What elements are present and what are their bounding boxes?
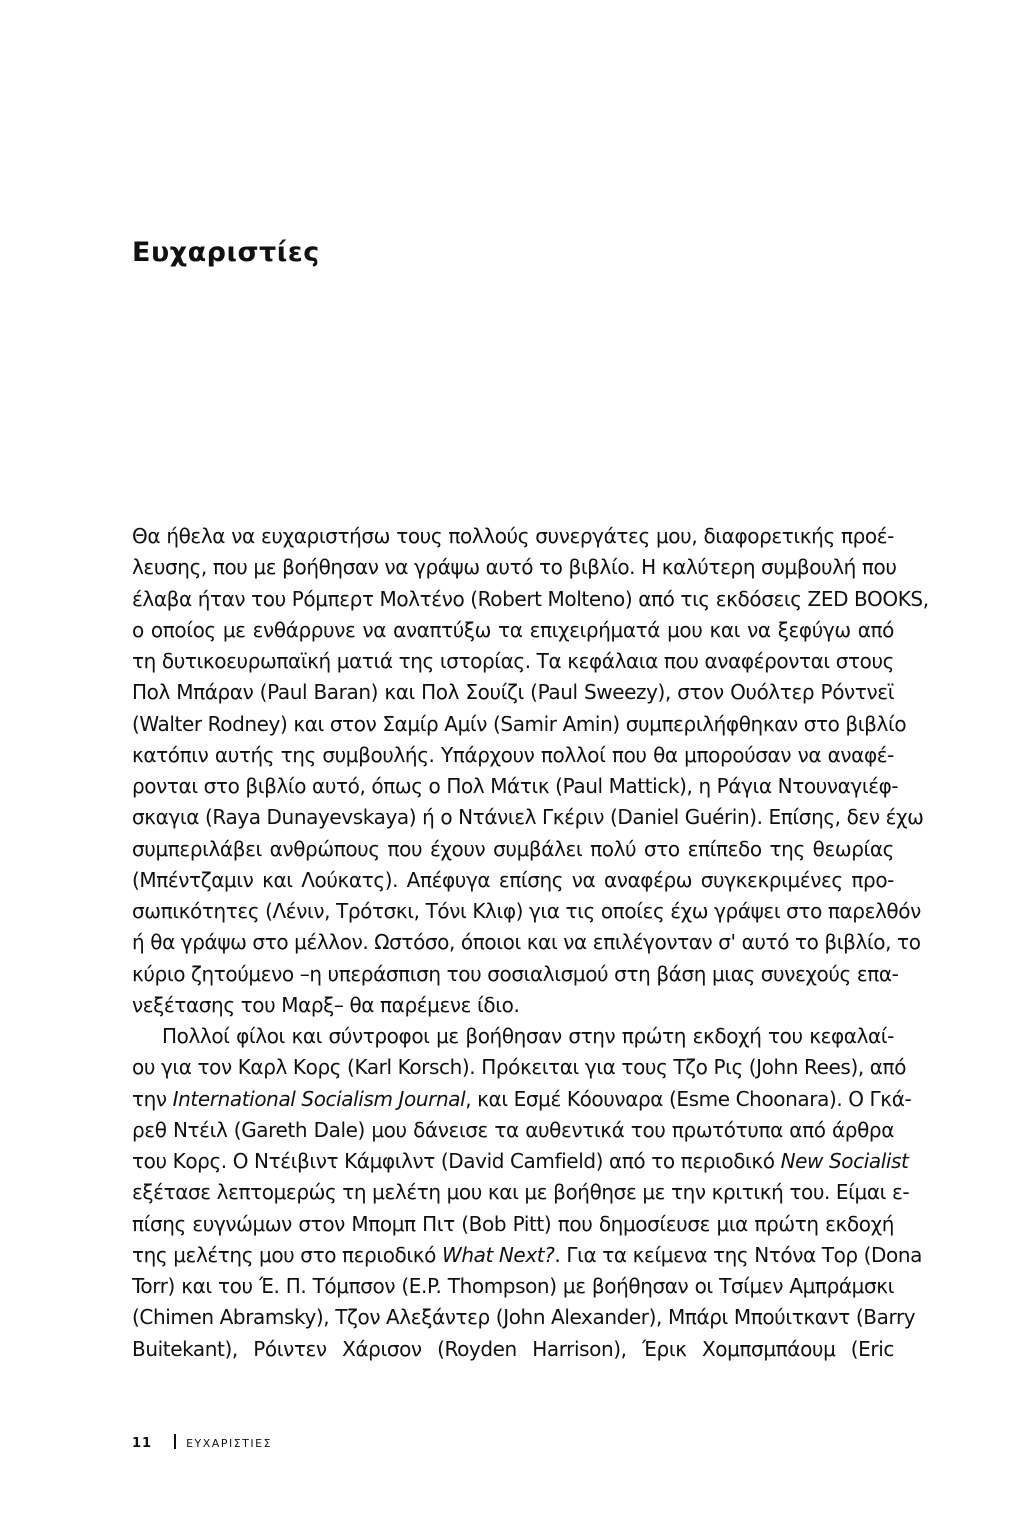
text-line: κύριο ζητούμενο –η υπεράσπιση του σοσιαλισμού στη βάση μιας συνεχούς επα- bbox=[132, 961, 899, 986]
text-line: (Chimen Abramsky), Τζον Αλεξάντερ (John Alexander), Μπάρι Μπούιτκαντ (Barry bbox=[132, 1305, 916, 1330]
text-line: Torr) και του Έ. Π. Τόμπσον (E.P. Thompson) με βοήθησαν οι Τσίμεν Αμπράμσκι bbox=[132, 1274, 894, 1298]
text-line: έλαβα ήταν του Ρόμπερτ Μολτένο (Robert Molteno) από τις εκδόσεις ZED BOOKS, bbox=[132, 586, 929, 611]
running-head: ΕΥΧΑΡΙΣΤΙΕΣ bbox=[186, 1437, 273, 1450]
text-line: ο οποίος με ενθάρρυνε να αναπτύξω τα επιχειρήματά μου και να ξεφύγω από bbox=[132, 617, 894, 642]
text-run: του Κορς. Ο Ντέιβιντ Κάμφιλντ (David Camfield) από το περιοδικό bbox=[132, 1149, 781, 1173]
text-line: ρεθ Ντέιλ (Gareth Dale) μου δάνεισε τα αυθεντικά του πρωτότυπα από άρθρα bbox=[132, 1117, 894, 1142]
text-line: ή θα γράψω στο μέλλον. Ωστόσο, όποιοι και να επιλέγονταν σ' αυτό το βιβλίο, το bbox=[132, 930, 921, 955]
text-run: , και Εσμέ Κόουναρα (Esme Choonara). Ο Γκά- bbox=[465, 1086, 912, 1111]
text-line: (Μπέντζαμιν και Λούκατς). Απέφυγα επίσης να αναφέρω συγκεκριμένες προ- bbox=[132, 867, 894, 892]
text-line: εξέτασε λεπτομερώς τη μελέτη μου και με βοήθησε με την κριτική του. Είμαι ε- bbox=[132, 1180, 910, 1205]
text-line: λευσης, που με βοήθησαν να γράψω αυτό το βιβλίο. Η καλύτερη συμβουλή που bbox=[132, 555, 897, 580]
journal-title: What Next? bbox=[441, 1242, 555, 1267]
text-line: τη δυτικοευρωπαϊκή ματιά της ιστορίας. Τα κεφάλαια που αναφέρονται στους bbox=[132, 649, 894, 673]
text-line bbox=[132, 1084, 912, 1115]
paragraph-1 bbox=[132, 521, 929, 1021]
text-line: Πολλοί φίλοι και σύντροφοι με βοήθησαν στην πρώτη εκδοχή του κεφαλαί- bbox=[162, 1024, 894, 1048]
journal-title: International Socialism Journal bbox=[172, 1086, 466, 1111]
text-line bbox=[132, 1146, 909, 1177]
text-line: σωπικότητες (Λένιν, Τρότσκι, Τόνι Κλιφ) για τις οποίες έχω γράψει στο παρελθόν bbox=[132, 899, 921, 923]
text-line: (Walter Rodney) και στον Σαμίρ Αμίν (Samir Amin) συμπεριλήφθηκαν στο βιβλίο bbox=[132, 711, 907, 736]
paragraph-2 bbox=[132, 1021, 923, 1365]
text-line: σκαγια (Raya Dunayevskaya) ή ο Ντάνιελ Γκέριν (Daniel Guérin). Επίσης, δεν έχω bbox=[132, 805, 924, 830]
text-line: συμπεριλάβει ανθρώπους που έχουν συμβάλει πολύ στο επίπεδο της θεωρίας bbox=[132, 836, 894, 861]
text-run: την bbox=[132, 1086, 173, 1111]
page-number: 11 bbox=[132, 1436, 153, 1451]
text-line: ρονται στο βιβλίο αυτό, όπως ο Πολ Μάτικ (Paul Mattick), η Ράγια Ντουναγιέφ- bbox=[132, 774, 899, 798]
text-line: πίσης ευγνώμων στον Μπομπ Πιτ (Bob Pitt) που δημοσίευσε μια πρώτη εκδοχή bbox=[132, 1211, 894, 1236]
text-line: ου για τον Καρλ Κορς (Karl Korsch). Πρόκειται για τους Τζο Ρις (John Rees), από bbox=[132, 1055, 907, 1080]
text-line: Πολ Μπάραν (Paul Baran) και Πολ Σουίζι (Paul Sweezy), στον Ουόλτερ Ρόντνεϊ bbox=[132, 680, 894, 705]
text-run: . Για τα κείμενα της Ντόνα Τορ (Dona bbox=[554, 1242, 923, 1267]
text-line: Θα ήθελα να ευχαριστήσω τους πολλούς συνεργάτες μου, διαφορετικής προέ- bbox=[132, 524, 894, 548]
body-text bbox=[132, 521, 929, 1365]
text-line: κατόπιν αυτής της συμβουλής. Υπάρχουν πολλοί που θα μπορούσαν να αναφέ- bbox=[132, 742, 894, 767]
chapter-heading: Ευχαριστίες bbox=[132, 237, 320, 268]
footer-divider bbox=[174, 1434, 176, 1449]
journal-title: New Socialist bbox=[780, 1149, 909, 1173]
text-run: της μελέτης μου στο περιοδικό bbox=[132, 1242, 442, 1267]
text-line: νεξέτασης του Μαρξ– θα παρέμενε ίδιο. bbox=[132, 992, 520, 1017]
text-line bbox=[132, 1240, 923, 1271]
page-footer bbox=[132, 1434, 272, 1451]
text-line: Buitekant), Ρόιντεν Χάρισον (Royden Harrison), Έρικ Χομπσμπάουμ (Eric bbox=[132, 1336, 894, 1361]
